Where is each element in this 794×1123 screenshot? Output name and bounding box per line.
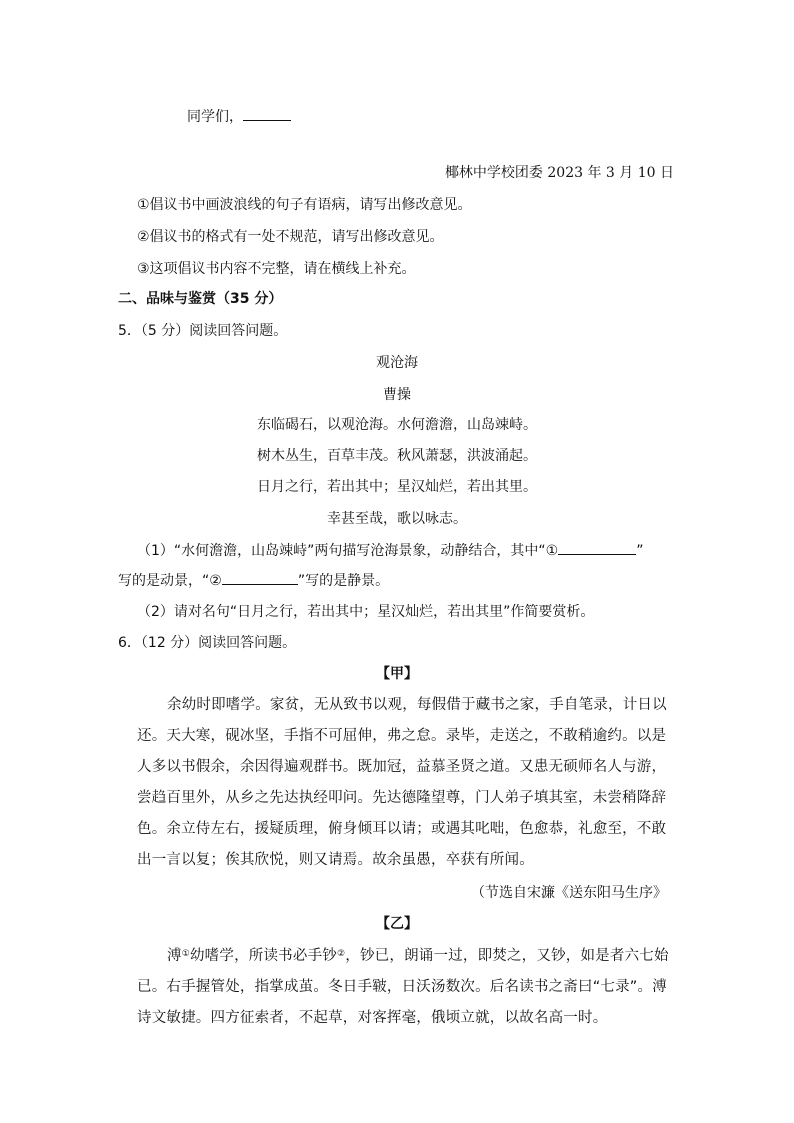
salutation-blank: [243, 106, 291, 121]
q4-item-1: ①倡议书中画波浪线的句子有语病，请写出修改意见。: [137, 197, 472, 213]
passage-jia-title: 【甲】: [376, 666, 418, 682]
poem-line-4: 幸甚至哉，歌以咏志。: [327, 511, 467, 527]
poem-line-1: 东临碣石，以观沧海。水何澹澹，山岛竦峙。: [257, 417, 537, 433]
passage-jia: [137, 690, 677, 876]
passage-yi-text-b: 幼嗜学，所读书必手钞: [189, 948, 337, 964]
q5-sub1-text-d: ”写的是静景。: [297, 573, 390, 589]
q6-stem: 6．（12 分）阅读回答问题。: [118, 635, 297, 651]
letter-signature: 椰林中学校团委 2023 年 3 月 10 日: [444, 165, 674, 181]
passage-jia-text: 余幼时即嗜学。家贫，无从致书以观，每假借于藏书之家，手自笔录，计日以还。天大寒，砚冰坚，手指不可屈伸，弗之怠。录毕，走送之，不敢稍逾约。以是人多以书假余，余因得遍观群书。既加冠，益慕圣贤之道。又患无硕师名人与游，尝趋百里外，从乡之先达执经叩问。先达德隆望尊，门人弟子填其室，未尝稍降辞色。余立侍左右，援疑质理，俯身倾耳以请；或遇其叱咄，色愈恭，礼愈至，不敢出一言以复；俟其欣悦，则又请焉。故余虽愚，卒获有所闻。: [137, 697, 667, 868]
passage-yi-text-c: ，钞已，朗诵一过，即焚之，又钞，如是者六七始已。右手握管处，指掌成茧。冬日手皲，日沃汤数次。后名读书之斋曰“七录”。溥诗文敏捷。四方征索者，不起草，对客挥毫，俄顷立就，以故名高一时。: [137, 948, 669, 1026]
q4-item-2: ②倡议书的格式有一处不规范，请写出修改意见。: [137, 229, 444, 245]
q4-item-3: ③这项倡议书内容不完整，请在横线上补充。: [137, 261, 416, 277]
poem-line-2: 树木丛生，百草丰茂。秋风萧瑟，洪波涌起。: [257, 448, 537, 464]
salutation-text: 同学们，: [187, 109, 243, 125]
q5-stem: 5．（5 分）阅读回答问题。: [118, 323, 288, 339]
footnote-marker-2: ②: [336, 949, 346, 959]
poem-title: 观沧海: [376, 355, 418, 371]
answer-blank-1: [558, 540, 636, 555]
q5-sub1-text-a: （1）“水何澹澹，山岛竦峙”两句描写沧海景象，动静结合，其中“①: [137, 543, 559, 559]
q5-sub1-line1: [137, 540, 643, 561]
q5-sub1-line2: [118, 570, 389, 591]
passage-jia-source: （节选自宋濂《送东阳马生序》: [471, 885, 667, 901]
q5-sub1-text-b: ”: [636, 543, 644, 559]
poem-author: 曹操: [383, 387, 411, 403]
passage-yi-text-a: 溥: [167, 948, 182, 964]
passage-yi: [137, 941, 677, 1034]
footnote-marker-1: ①: [181, 949, 190, 959]
q5-sub1-text-c: 写的是动景，“②: [118, 573, 222, 589]
letter-salutation: [187, 106, 291, 127]
q5-sub2: （2）请对名句“日月之行，若出其中；星汉灿烂，若出其里”作简要赏析。: [137, 604, 595, 620]
poem-line-3: 日月之行，若出其中；星汉灿烂，若出其里。: [257, 479, 537, 495]
passage-yi-title: 【乙】: [376, 916, 418, 932]
section-heading: 二、品味与鉴赏（35 分）: [118, 291, 283, 307]
answer-blank-2: [222, 570, 298, 585]
